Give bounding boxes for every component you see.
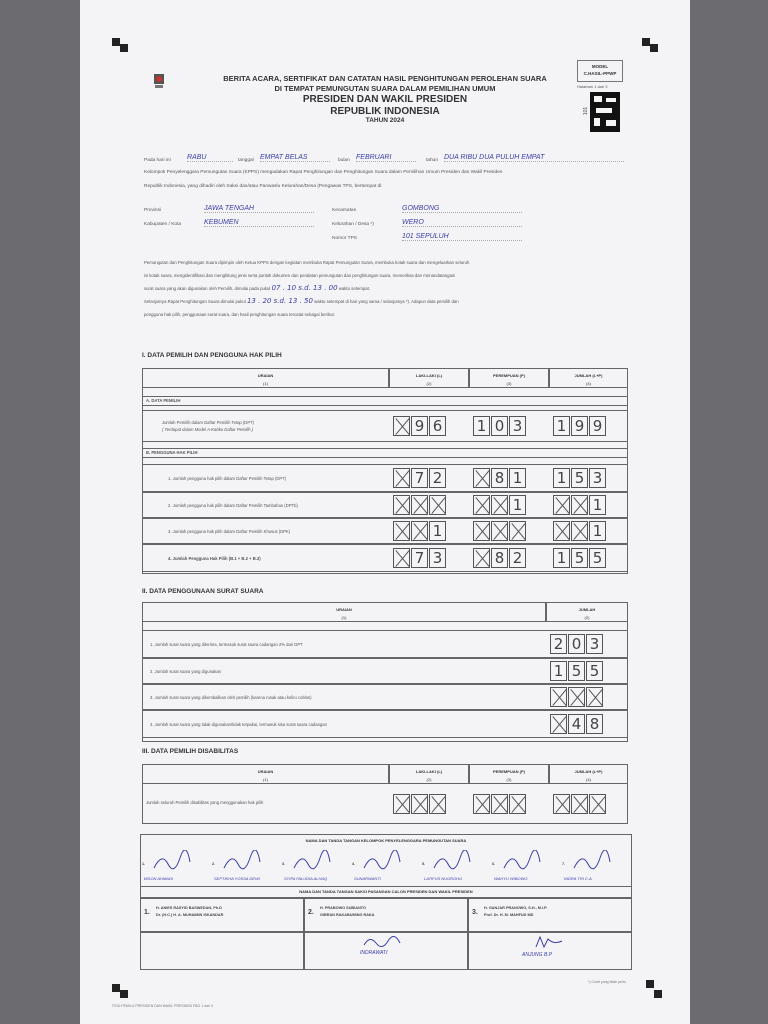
member-signature-1 (152, 850, 192, 872)
paragraph-line3-end: waktu setempat. (338, 286, 371, 291)
model-label: MODEL (591, 64, 609, 69)
s1-header-lp: JUMLAH (L+P) (574, 373, 603, 378)
count-time: 13 . 20 s.d. 13 . 50 (246, 297, 313, 305)
s3-l-digit-0 (393, 794, 410, 814)
intro-sentence1: Kelompok Penyelenggara Pemungutan Suara (KPPS) mengadakan Rapat Penghitungan dan Penghitungan Suara dalam Pemilihan Umum Presiden dan Wakil Presiden (144, 170, 503, 175)
s1-a1-l-digit-0 (393, 416, 410, 436)
s3-p-digit-1 (491, 794, 508, 814)
form-paper (80, 0, 690, 1024)
member-name-7: INDRA TRI C.A. (564, 876, 593, 881)
s1-a1-p-digit-2: 3 (509, 416, 526, 436)
s1-num-1: (1) (263, 381, 268, 386)
bulan-label: bulan (338, 158, 350, 163)
candidate-president-2: H. PRABOWO SUBIANTO (320, 906, 366, 910)
intro-sentence2: Republik Indonesia, yang dihadiri oleh Saksi dan/atau Panwaslu Kelurahan/Desa (Pengawas TPS, bertempat di: (144, 184, 383, 189)
s1-a1-lp-digit-2: 9 (589, 416, 606, 436)
s3-num-3: (3) (506, 777, 512, 782)
member-number-1: 1. (142, 862, 146, 866)
section3-title: III. DATA PEMILIH DISABILITAS (142, 748, 239, 755)
s1-a1-l-digit-2: 6 (429, 416, 446, 436)
header-line1: BERITA ACARA, SERTIFIKAT DAN CATATAN HASIL PENGHITUNGAN PEROLEHAN SUARA (223, 74, 547, 83)
s1-b1-p-digit-0 (473, 468, 490, 488)
member-signature-7 (572, 850, 612, 872)
s1-a1-p-digit-1: 0 (491, 416, 508, 436)
member-number-3: 3. (282, 862, 286, 866)
s2-r3-digit-0 (550, 687, 567, 707)
s1-b3-p-digit-2 (509, 521, 526, 541)
s1-b3-p-digit-1 (491, 521, 508, 541)
s2-r4-digit-2: 8 (586, 714, 603, 734)
s2-r1-digit-0: 2 (550, 634, 567, 654)
kecamatan-value: GOMBONG (402, 205, 522, 213)
s3-l-digit-2 (429, 794, 446, 814)
s1-b4-p-digit-0 (473, 548, 490, 568)
s3-lp-digit-0 (553, 794, 570, 814)
s3-num-1: (1) (263, 777, 268, 782)
s3-p-digit-2 (509, 794, 526, 814)
s2-r4-digit-1: 4 (568, 714, 585, 734)
footer-bottom: ITGD PEMILU PRESIDEN DAN WAKIL PRESIDEN FBG 1 dari 3 (112, 1004, 213, 1008)
s1-b2-lp-digit-0 (553, 495, 570, 515)
s3-header-l: LAKI-LAKI (L) (415, 769, 443, 774)
s1-b3-l-digit-2: 1 (429, 521, 446, 541)
corner-marker (642, 38, 650, 46)
s1-header-p: PEREMPUAN (P) (492, 373, 525, 378)
s1-b1-lp-digit-0: 1 (553, 468, 570, 488)
member-signature-5 (432, 850, 472, 872)
s2-header-jumlah: JUMLAH (578, 607, 596, 612)
member-name-5: LATIFUS NUGROHO (424, 876, 463, 881)
tahun-label: tahun (426, 158, 439, 163)
tanggal-label: tanggal (238, 158, 254, 163)
s1-row-b4: 4. Jumlah Pengguna Hak Pilih (B.1 + B.2 + B.3) (168, 556, 261, 561)
provinsi-value: JAWA TENGAH (204, 205, 314, 213)
s1-b2-lp-digit-1 (571, 495, 588, 515)
s1-b3-p-digit-0 (473, 521, 490, 541)
model-code: C.HASIL-PPWP (583, 71, 617, 76)
member-number-6: 6. (492, 862, 496, 866)
s1-b2-l-digit-2 (429, 495, 446, 515)
kabupaten-label: Kabupaten / Kota (144, 222, 182, 227)
s1-row-a1-line2: ( Terdapat dalam Model A-Kabko Daftar Pemilih ) (162, 427, 254, 432)
paragraph-line3 (144, 282, 370, 295)
s1-b4-l-digit-0 (393, 548, 410, 568)
s3-header-p: PEREMPUAN (P) (492, 769, 525, 774)
witness-title: NAMA DAN TANDA TANGAN SAKSI PASANGAN CALON PRESIDEN DAN WAKIL PRESIDEN (299, 889, 473, 894)
signature-title: NAMA DAN TANDA TANGAN KELOMPOK PENYELENGGARA PEMUNGUTAN SUARA (305, 838, 467, 843)
s1-a1-l-digit-1: 9 (411, 416, 428, 436)
candidate-number-1: 1. (144, 909, 150, 916)
s1-a1-lp-digit-1: 9 (571, 416, 588, 436)
s1-b3-l-digit-0 (393, 521, 410, 541)
footer-note: *) Coret yang tidak perlu (588, 980, 626, 984)
side-code: 101 (583, 106, 590, 116)
s1-b2-lp-digit-2: 1 (589, 495, 606, 515)
model-badge (577, 60, 623, 82)
s2-row2: 2. Jumlah surat suara yang digunakan (150, 669, 221, 674)
s2-r2-digit-1: 5 (568, 661, 585, 681)
start-time: 07 . 10 s.d. 13 . 00 (271, 284, 338, 292)
s2-row1: 1. Jumlah surat suara yang diterima, termasuk surat suara cadangan 2% dari DPT (150, 642, 303, 647)
s1-a1-lp-digit-0: 1 (553, 416, 570, 436)
corner-marker (650, 44, 658, 52)
s1-b1-l-digit-2: 2 (429, 468, 446, 488)
corner-marker (112, 38, 120, 46)
candidate-number-3: 3. (472, 909, 478, 916)
corner-marker (646, 980, 654, 988)
s1-row-a1-line1: Jumlah Pemilih dalam Daftar Pemilih Tetap (DPT) (162, 420, 255, 425)
member-signature-2 (222, 850, 262, 872)
candidate-number-2: 2. (308, 909, 314, 916)
s3-p-digit-0 (473, 794, 490, 814)
s2-row3: 3. Jumlah surat suara yang dikembalikan oleh pemilih (karena rusak atau keliru coblos) (150, 695, 312, 700)
member-number-4: 4. (352, 862, 356, 866)
s1-b4-p-digit-1: 8 (491, 548, 508, 568)
header-country: REPUBLIK INDONESIA (330, 106, 440, 117)
s1-b3-l-digit-1 (411, 521, 428, 541)
header-year: TAHUN 2024 (365, 117, 405, 124)
corner-marker (112, 984, 120, 992)
s1-b4-l-digit-1: 7 (411, 548, 428, 568)
section1-title: I. DATA PEMILIH DAN PENGGUNA HAK PILIH (142, 352, 282, 359)
kabupaten-value: KEBUMEN (204, 219, 314, 227)
s1-b1-lp-digit-2: 3 (589, 468, 606, 488)
s2-header-uraian: URAIAN (336, 607, 352, 612)
s1-b1-p-digit-2: 1 (509, 468, 526, 488)
witness2-signature (362, 935, 402, 949)
paragraph-line3-text: surat suara yang akan digunakan oleh Pemilih, dimulai pada pukul (144, 286, 271, 291)
member-name-1: BISON AHMADI (144, 876, 173, 881)
s1-row-b3: 3. Jumlah pengguna hak pilih dalam Daftar Pemilih Khusus (DPK) (168, 529, 291, 534)
member-name-4: SUNARWANTI (354, 876, 381, 881)
paragraph-line4-text: Selanjutnya Rapat Penghitungan Suara dimulai pukul (144, 299, 246, 304)
s1-row-b2: 2. Jumlah pengguna hak pilih dalam Daftar Pemilih Tambahan (DPTb) (168, 503, 298, 508)
s1-row-b1: 1. Jumlah pengguna hak pilih dalam Daftar Pemilih Tetap (DPT) (168, 476, 287, 481)
s1-b2-l-digit-0 (393, 495, 410, 515)
s3-lp-digit-2 (589, 794, 606, 814)
kelurahan-value: WERO (402, 219, 522, 227)
s3-header-uraian: URAIAN (257, 769, 274, 774)
member-name-6: WAHYU WIBOWO (494, 876, 528, 881)
candidate-vice-2: GIBRAN RAKABUMING RAKA (320, 913, 375, 917)
witness3-name: ANJUNG B.P (522, 952, 553, 958)
s3-row1: Jumlah seluruh Pemilih disabilitas yang menggunakan hak pilih (146, 800, 264, 805)
member-number-7: 7. (562, 862, 566, 866)
paragraph-line1: Pemungutan dan Penghitungan Suara dipimpin oleh Ketua KPPS dengan kegiatan membuka Rapat Pemungutan Suara, membuka kotak suara dan mengeluarkan seluruh (144, 260, 470, 265)
s1-b4-p-digit-2: 2 (509, 548, 526, 568)
hari-value: RABU (187, 154, 233, 162)
candidate-vice-1: Dr. (H.C.) H. A. MUHAIMIN ISKANDAR (156, 913, 224, 917)
tanggal-value: EMPAT BELAS (260, 154, 330, 162)
s2-r3-digit-2 (586, 687, 603, 707)
s1-b3-lp-digit-0 (553, 521, 570, 541)
s1-b1-l-digit-1: 7 (411, 468, 428, 488)
s1-b1-lp-digit-1: 5 (571, 468, 588, 488)
s1-b2-p-digit-2: 1 (509, 495, 526, 515)
s1-header-uraian: URAIAN (257, 373, 274, 378)
member-number-2: 2. (212, 862, 216, 866)
s1-b2-p-digit-0 (473, 495, 490, 515)
s1-group-a: A. DATA PEMILIH (146, 398, 181, 403)
tps-value: 101 SEPULUH (402, 233, 522, 241)
section2-title: II. DATA PENGGUNAAN SURAT SUARA (142, 588, 264, 595)
s1-num-4: (4) (586, 381, 591, 386)
member-signature-4 (362, 850, 402, 872)
s2-row4: 4. Jumlah surat suara yang tidak digunakan/tidak terpakai, termasuk sisa surat suara cadangan (150, 722, 327, 727)
s2-num-1: (1) (341, 615, 347, 620)
member-signature-6 (502, 850, 542, 872)
s3-num-2: (2) (426, 777, 432, 782)
s1-b4-lp-digit-0: 1 (553, 548, 570, 568)
tahun-value: DUA RIBU DUA PULUH EMPAT (444, 154, 624, 162)
member-name-3: SYIFA FALUDIA ALHAQ (284, 876, 328, 881)
s1-b4-lp-digit-2: 5 (589, 548, 606, 568)
header-title: PRESIDEN DAN WAKIL PRESIDEN (302, 94, 468, 105)
s1-b4-l-digit-2: 3 (429, 548, 446, 568)
page-indicator: Halaman 1 dari 3 (577, 84, 608, 89)
s1-a1-p-digit-0: 1 (473, 416, 490, 436)
bulan-value: FEBRUARI (356, 154, 416, 162)
s1-b2-l-digit-1 (411, 495, 428, 515)
paragraph-line4 (144, 295, 459, 308)
paragraph-line4-end: waktu setempat di hari yang sama / selanjutnya *). Adapun data pemilih dan (314, 299, 459, 304)
s3-lp-digit-1 (571, 794, 588, 814)
tps-label: Nomor TPS (332, 236, 357, 241)
s3-l-digit-1 (411, 794, 428, 814)
s1-b4-lp-digit-1: 5 (571, 548, 588, 568)
s3-header-lp: JUMLAH (L+P) (574, 769, 603, 774)
s2-num-2: (2) (584, 615, 590, 620)
s1-b3-lp-digit-2: 1 (589, 521, 606, 541)
header-line2: DI TEMPAT PEMUNGUTAN SUARA DALAM PEMILIHAN UMUM (274, 84, 496, 93)
corner-marker (120, 44, 128, 52)
s2-r4-digit-0 (550, 714, 567, 734)
candidate-vice-3: Prof. Dr. H. M. MAHFUD MD (484, 913, 534, 917)
candidate-president-1: H. ANIES RASYID BASWEDAN, Ph.D (156, 906, 222, 910)
paragraph-line5: pengguna hak pilih, penggunaan surat suara, dan hasil penghitungan suara tercatat sebagai berikut: (144, 312, 335, 317)
s1-num-3: (3) (506, 381, 512, 386)
candidate-president-3: H. GANJAR PRANOWO, S.H., M.I.P. (484, 906, 548, 910)
provinsi-label: Provinsi (144, 208, 162, 213)
qr-code (590, 92, 620, 132)
s1-header-l: LAKI-LAKI (L) (415, 373, 443, 378)
s3-num-4: (4) (586, 777, 591, 782)
kecamatan-label: Kecamatan (332, 208, 357, 213)
kelurahan-label: Kelurahan / Desa *) (332, 222, 374, 227)
member-name-2: SEPTIKHA YOSSA DEWI (214, 876, 260, 881)
paragraph-line2: isi kotak suara, mengidentifikasi dan menghitung jenis serta jumlah dokumen dan peralatan pemungutan dan penghitungan suara, memeriksa dan menandatangani (144, 273, 456, 278)
s1-b2-p-digit-1 (491, 495, 508, 515)
s2-r1-digit-1: 0 (568, 634, 585, 654)
s2-r2-digit-2: 5 (586, 661, 603, 681)
s2-r2-digit-0: 1 (550, 661, 567, 681)
s1-b1-p-digit-1: 8 (491, 468, 508, 488)
s2-r1-digit-2: 3 (586, 634, 603, 654)
corner-marker (120, 990, 128, 998)
witness2-name: INDRAWATI (360, 950, 388, 956)
s1-b1-l-digit-0 (393, 468, 410, 488)
member-signature-3 (292, 850, 332, 872)
corner-marker (654, 990, 662, 998)
s1-b3-lp-digit-1 (571, 521, 588, 541)
pada-hari-label: Pada hari ini (144, 158, 171, 163)
witness3-signature (534, 935, 564, 949)
member-number-5: 5. (422, 862, 426, 866)
s1-group-b: B. PENGGUNA HAK PILIH (146, 450, 198, 455)
s1-num-2: (2) (426, 381, 432, 386)
s2-r3-digit-1 (568, 687, 585, 707)
